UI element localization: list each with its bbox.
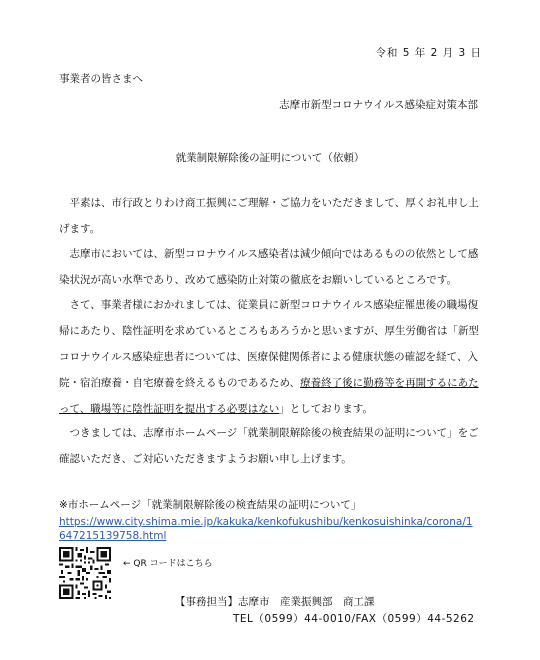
homepage-link[interactable]: https://www.city.shima.mie.jp/kakuka/kenkofukushibu/kenkosuishinka/corona/1647215139758.html: [59, 516, 473, 542]
contact-phone-fax: TEL（0599）44-0010/FAX（0599）44-5262: [233, 613, 475, 625]
document-title: 就業制限解除後の証明について（依頼）: [175, 152, 365, 164]
body-paragraph-3: [59, 292, 479, 422]
body-paragraph-3-text-b: 」としております。: [279, 403, 373, 415]
body-paragraph-4: つきましては、志摩市ホームページ「就業制限解除後の検査結果の証明について」をご確認いただき、ご対応いただきますようお願い申し上げます。: [59, 427, 479, 465]
contact-department: 【事務担当】志摩市 産業振興部 商工課: [175, 596, 375, 608]
qr-code-icon[interactable]: [59, 547, 111, 599]
qr-caption: ← QR コードはこちら: [123, 559, 213, 569]
sender-organization: 志摩市新型コロナウイルス感染症対策本部: [279, 99, 478, 111]
underlined-statement: 療養終了後に勤務等を再開するにあたって、職場等に陰性証明を提出する必要はない: [59, 377, 479, 415]
body-paragraph-2: 志摩市においては、新型コロナウイルス感染者は減少傾向ではあるものの依然として感染状況が高い水準であり、改めて感染防止対策の徹底をお願いしているところです。: [59, 248, 479, 286]
addressee: 事業者の皆さまへ: [59, 73, 143, 85]
homepage-note-label: ※市ホームページ「就業制限解除後の検査結果の証明について」: [59, 499, 362, 511]
body-paragraph-3-text-a: さて、事業者様におかれましては、従業員に新型コロナウイルス感染症罹患後の職場復帰にあたり、陰性証明を求めているところもあろうかと思いますが、厚生労働省は「新型コロナウイルス感染症患者については、医療保健関係者による健康状態の確認を経て、入院・宿泊療養・自宅療養を終えるものであるため、: [59, 299, 479, 389]
document-date: 令和 5 年 2 月 3 日: [375, 47, 482, 59]
body-paragraph-1: 平素は、市行政とりわけ商工振興にご理解・ご協力をいただきまして、厚くお礼申し上げます。: [59, 197, 479, 235]
